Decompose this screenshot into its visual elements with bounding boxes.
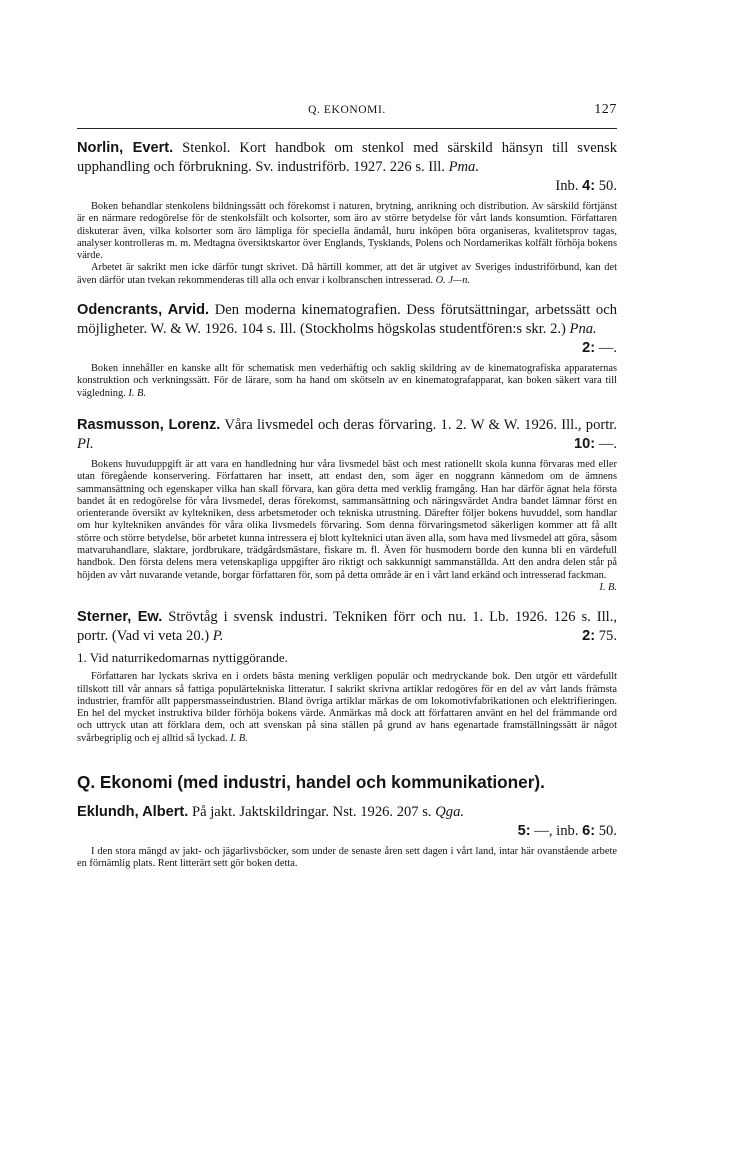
entry-review — [77, 671, 617, 745]
entry-price: 10: —. — [574, 435, 617, 452]
entry-bibliography: Strövtåg i svensk industri. Tekniken förr och nu. 1. Lb. 1926. 126 s. Ill., portr. (Vad vi veta 20.) — [77, 609, 617, 645]
review-paragraph: Författaren har lyckats skriva en i ordets bästa mening verkligen populär och medryckande bok. Den utgör ett värdefullt tillskott till vår annars så fattiga populärtekniska litteratur. I sakrikt skrivna artiklar redogöres för en del av vårt lands främsta industrier, framför allt pappersmasseindustrien. Bland övriga artiklar märkas de om lokomotivfabrikationen och elektrifieringen. En hel del mycket instruktiva bilder förhöja bokens värde. Anmärkas må dock att författaren använt en hel del främmande ord och uttryck utan att förklara dem, och att svenskan på sina ställen på grund av hans egenartade framställningssätt är något svårbegriplig och ej alltid så lyckad. I. B. — [77, 671, 617, 744]
review-paragraph: Bokens huvuduppgift är att vara en handledning hur våra livsmedel bäst och mest rationellt skola kunna förvaras med eller utan föregående konservering. Författaren har insett, att endast den, som äger en noggrann kännedom om de ämnens sammansättning och egenskaper vilka han skall förvara, kan göra detta med verklig framgång. Han har därför ägnat hela första bandet åt en redogörelse för våra livsmedel, deras förekomst, sammansättning och näringsvärdet Andra bandet lämnar först en orienterande översikt av kyltekniken, dess arbetsmetoder och tekniska utrustning. Därefter följer bokens huvuddel, som handlar om hur kyltekniken användes för våra olika livsmedels förvaring. Som denna förvaringsmetod säkerligen kommer att få allt större och större betydelse, bör arbetet kunna intressera ej blott kylteknici utan även alla, som hava med livsmedel att göra, såsom matvaruhandlare, slaktare, jordbrukare, trädgårdsmästare, fiskare m. fl. Även för husmodern borde den kunna bli en värdefull handbok. Den första delens mera vetenskapliga uppgifter äro riktigt och sakkunnigt sammanställda. Att den andra delen står på höjden av vårt nuvarande vetande, borgar författaren för, som på detta område är en i vårt land erkänd och intresserad fackman. I. B. — [77, 458, 617, 593]
entry-heading — [77, 139, 617, 196]
reviewer-signature: I. B. — [128, 387, 146, 399]
page-number: 127 — [594, 102, 617, 117]
entry-review — [77, 201, 617, 287]
entry-bibliography: På jakt. Jaktskildringar. Nst. 1926. 207 s. — [188, 804, 436, 821]
reviewer-signature: O. J—n. — [435, 274, 470, 286]
entry-price: 2: 75. — [582, 628, 617, 645]
entry-price: Inb. 4: 50. — [555, 178, 617, 194]
running-head-title: Q. EKONOMI. — [308, 104, 386, 116]
header-rule — [77, 128, 617, 129]
entry-author: Odencrants, Arvid. — [77, 302, 210, 319]
entry-classification: Pma. — [448, 159, 479, 175]
entry-classification: Qga. — [435, 804, 465, 821]
review-paragraph: Boken behandlar stenkolens bildningssätt och förekomst i naturen, brytning, anrikning och distribution. Av särskild förtjänst är en närmare redogörelse för de stenkolsfält och kolsorter, som äro av större betydelse för vårt lands konsumtion. Författaren diskuterar även, vilka kolsorter som äro lämpliga för speciella ändamål, huru inköpen böra organiseras, kvalitetsprov tagas, analyser kontrolleras m. m. Medtagna översiktskartor över Englands, Tysklands, Polens och Nordamerikas kolfält förhöja bokens värde. — [77, 201, 617, 262]
entry-review — [77, 846, 617, 871]
entry-bibliography: Stenkol. Kort handbok om stenkol med särskild hänsyn till svensk upphandling och förbrukning. Sv. industriförb. 1927. 226 s. Ill. — [77, 140, 618, 175]
entry-review — [77, 459, 617, 594]
review-entry-odencrants — [77, 301, 617, 400]
entry-heading — [77, 608, 617, 646]
review-paragraph: Arbetet är sakrikt men icke därför tungt skrivet. Då härtill kommer, att det är utgivet av Sveriges industriförbund, kan det även därför utan tvekan rekommenderas till alla och envar i kolbranschen intresserad. O. J—n. — [77, 262, 617, 286]
reviewer-signature: I. B. — [230, 732, 248, 744]
review-paragraph: I den stora mängd av jakt- och jägarlivsböcker, som under de senaste åren sett dagen i vårt land, intar här ovanstående arbete en förnämlig plats. Rent litterärt sett gör boken detta. — [77, 846, 617, 870]
review-paragraph: Boken innehåller en kanske allt för schematisk men vederhäftig och saklig skildring av de kinematografiska apparaternas konstruktion och verkningssätt. För de lärare, som ha hand om skötseln av en kinematografapparat, kan boken säkert vara till vägledning. I. B. — [77, 363, 617, 399]
entry-author: Rasmusson, Lorenz. — [77, 416, 221, 433]
review-entry-norlin — [77, 139, 617, 287]
entry-classification: Pna. — [569, 321, 597, 338]
reviewer-signature: I. B. — [599, 581, 617, 593]
entry-classification: Pl. — [77, 435, 94, 452]
section-heading: Q. Ekonomi (med industri, handel och kommunikationer). — [77, 772, 545, 793]
entry-heading — [77, 416, 617, 454]
review-entry-eklundh — [77, 803, 617, 871]
volume-note: 1. Vid naturrikedomarnas nyttiggörande. — [77, 650, 288, 666]
entry-price: 5: —, inb. 6: 50. — [517, 823, 617, 840]
review-entry-sterner — [77, 608, 617, 745]
book-page — [77, 100, 617, 871]
entry-bibliography: Våra livsmedel och deras förvaring. 1. 2. W & W. 1926. Ill., portr. — [220, 416, 617, 433]
entry-author: Sterner, Ew. — [77, 609, 163, 626]
entry-heading — [77, 301, 617, 358]
entry-author: Norlin, Evert. — [77, 140, 174, 156]
entry-bibliography: Den moderna kinematografien. Dess förutsättningar, arbetssätt och möjligheter. W. & W. 1926. 104 s. Ill. (Stockholms högskolas studentfören:s skr. 2.) — [77, 302, 617, 338]
entry-price: 2: —. — [582, 340, 617, 357]
review-entry-rasmusson — [77, 416, 617, 594]
entry-author: Eklundh, Albert. — [77, 804, 189, 821]
entry-review — [77, 363, 617, 400]
entry-heading — [77, 803, 617, 841]
running-head — [77, 100, 617, 122]
entry-classification: P. — [212, 628, 224, 645]
